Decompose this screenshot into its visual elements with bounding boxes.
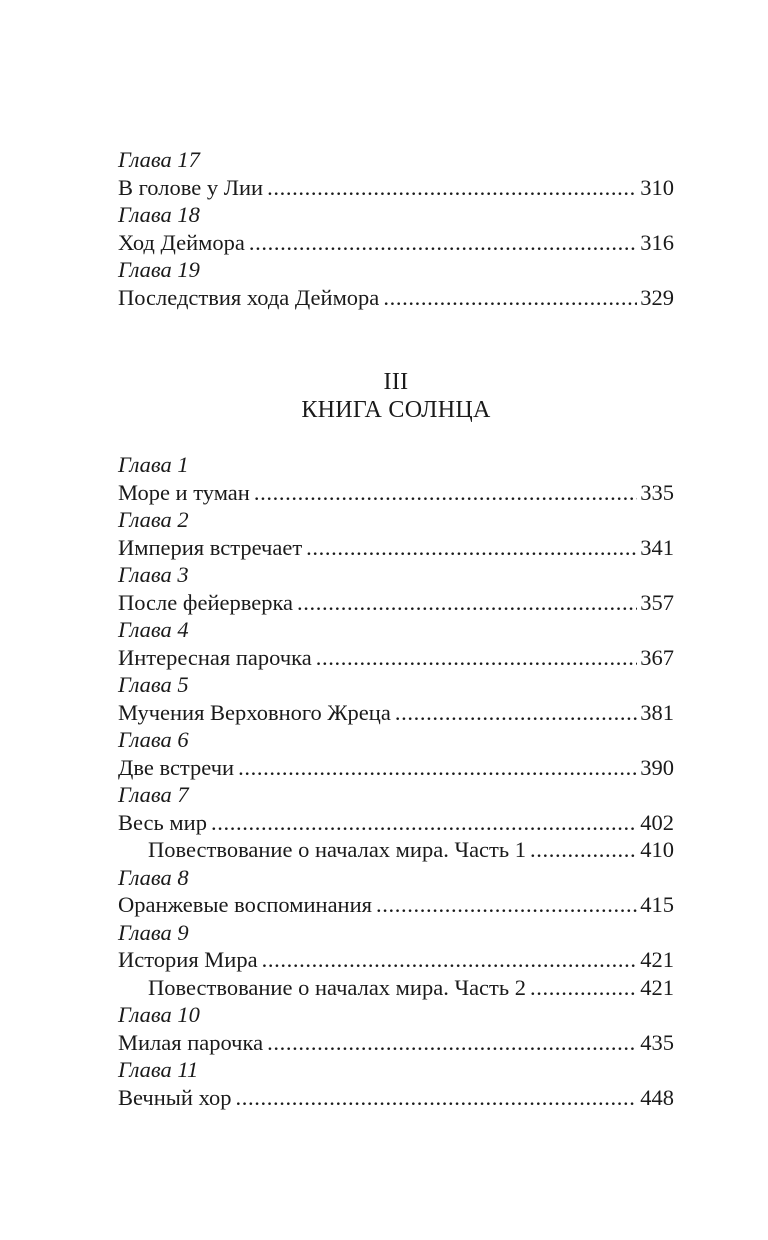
chapter-label: Глава 18 bbox=[118, 202, 200, 227]
chapter-label: Глава 17 bbox=[118, 147, 200, 172]
chapter-label: Глава 6 bbox=[118, 727, 189, 752]
chapter-label: Глава 8 bbox=[118, 864, 189, 890]
entry-title: Две встречи bbox=[118, 754, 235, 780]
dot-leader bbox=[254, 479, 637, 507]
dot-leader bbox=[383, 284, 637, 312]
entry-page-number: 381 bbox=[640, 699, 674, 725]
chapter-label: Глава 10 bbox=[118, 1002, 200, 1027]
toc-entry bbox=[118, 534, 674, 562]
entry-page-number: 357 bbox=[640, 589, 674, 615]
dot-leader bbox=[395, 699, 637, 727]
toc-subentry bbox=[118, 836, 674, 864]
toc-entry bbox=[118, 589, 674, 617]
chapter-label: Глава 5 bbox=[118, 672, 189, 697]
entry-page-number: 415 bbox=[640, 892, 674, 917]
entry-page-number: 448 bbox=[640, 1084, 674, 1110]
entry-page-number: 341 bbox=[640, 534, 674, 560]
chapter-label: Глава 11 bbox=[118, 1057, 199, 1082]
toc-entry bbox=[118, 946, 674, 974]
toc-entry bbox=[118, 891, 674, 919]
entry-page-number: 316 bbox=[640, 229, 674, 255]
dot-leader bbox=[267, 1029, 637, 1057]
toc-entry bbox=[118, 284, 674, 312]
dot-leader bbox=[306, 534, 637, 562]
dot-leader bbox=[376, 891, 637, 919]
entry-title: Империя встречает bbox=[118, 534, 303, 560]
chapter-label: Глава 3 bbox=[118, 562, 189, 587]
entry-page-number: 390 bbox=[640, 754, 674, 780]
entry-page-number: 402 bbox=[640, 809, 674, 835]
entry-page-number: 367 bbox=[640, 644, 674, 670]
toc-group-book bbox=[118, 451, 674, 1111]
chapter-label: Глава 7 bbox=[118, 782, 189, 807]
toc-subentry bbox=[118, 974, 674, 1002]
entry-title: История Мира bbox=[118, 947, 258, 972]
toc-entry bbox=[118, 754, 674, 782]
toc-entry bbox=[118, 1084, 674, 1112]
chapter-label: Глава 2 bbox=[118, 507, 189, 532]
toc-entry bbox=[118, 809, 674, 837]
entry-title: Море и туман bbox=[118, 479, 250, 505]
entry-title: Весь мир bbox=[118, 809, 207, 835]
entry-title: После фейерверка bbox=[118, 589, 294, 615]
entry-page-number: 310 bbox=[640, 174, 674, 200]
toc-entry bbox=[118, 479, 674, 507]
dot-leader bbox=[530, 836, 637, 864]
dot-leader bbox=[530, 974, 637, 1002]
dot-leader bbox=[211, 809, 637, 837]
toc-entry bbox=[118, 699, 674, 727]
entry-title: Мучения Верховного Жреца bbox=[118, 699, 391, 725]
section-heading bbox=[118, 368, 674, 424]
entry-title: Оранжевые воспоминания bbox=[118, 892, 372, 917]
dot-leader bbox=[249, 229, 637, 257]
entry-title: Интересная парочка bbox=[118, 644, 312, 670]
entry-title: Ход Деймора bbox=[118, 229, 245, 255]
section-title: КНИГА СОЛНЦА bbox=[301, 397, 491, 423]
section-number: III bbox=[383, 369, 409, 395]
entry-page-number: 335 bbox=[640, 479, 674, 505]
toc-entry bbox=[118, 229, 674, 257]
entry-page-number: 329 bbox=[640, 284, 674, 310]
toc-entry bbox=[118, 644, 674, 672]
chapter-label: Глава 4 bbox=[118, 617, 189, 642]
dot-leader bbox=[267, 174, 637, 202]
toc-entry bbox=[118, 174, 674, 202]
chapter-label: Глава 9 bbox=[118, 919, 189, 945]
dot-leader bbox=[316, 644, 638, 672]
entry-title: Последствия хода Деймора bbox=[118, 284, 380, 310]
subentry-title: Повествование о началах мира. Часть 1 bbox=[148, 837, 527, 862]
entry-page-number: 435 bbox=[640, 1029, 674, 1055]
subentry-page-number: 421 bbox=[640, 974, 674, 1000]
entry-title: Милая парочка bbox=[118, 1029, 264, 1055]
table-of-contents bbox=[118, 146, 674, 1111]
entry-title: В голове у Лии bbox=[118, 174, 264, 200]
toc-entry bbox=[118, 1029, 674, 1057]
toc-group-top bbox=[118, 146, 674, 311]
dot-leader bbox=[297, 589, 637, 617]
dot-leader bbox=[262, 946, 638, 974]
subentry-page-number: 410 bbox=[640, 837, 674, 862]
chapter-label: Глава 19 bbox=[118, 257, 200, 282]
subentry-title: Повествование о началах мира. Часть 2 bbox=[148, 974, 527, 1000]
chapter-label: Глава 1 bbox=[118, 452, 189, 477]
entry-page-number: 421 bbox=[640, 947, 674, 972]
entry-title: Вечный хор bbox=[118, 1084, 232, 1110]
dot-leader bbox=[238, 754, 637, 782]
dot-leader bbox=[235, 1084, 637, 1112]
